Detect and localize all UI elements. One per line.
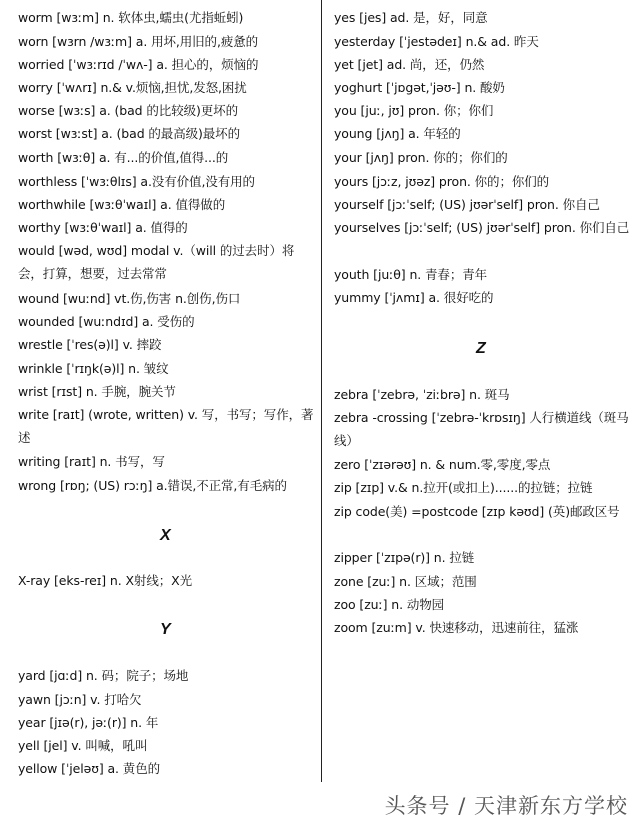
entry: young [jʌŋ] a. 年轻的 xyxy=(334,126,461,141)
entry: yawn [jɔːn] v. 打哈欠 xyxy=(18,692,142,707)
column-divider xyxy=(321,0,322,782)
entry: X-ray [eks-reɪ] n. X射线；X光 xyxy=(18,573,192,588)
entry: zebra [ˈzebrə, ˈziːbrə] n. 斑马 xyxy=(334,387,510,402)
entry: yell [jel] v. 叫喊，吼叫 xyxy=(18,738,148,753)
entry: yourself [jɔːˈself; (US) jʊərˈself] pron. 你自己 xyxy=(334,197,600,212)
entry: wounded [wuːndɪd] a. 受伤的 xyxy=(18,314,195,329)
watermark: 头条号 / 天津新东方学校 xyxy=(384,794,628,818)
entry: yet [jet] ad. 尚，还，仍然 xyxy=(334,57,485,72)
entry: wrestle [ˈres(ə)l] v. 摔跤 xyxy=(18,337,162,352)
section-letter-z: Z xyxy=(476,340,486,357)
entry: your [jʌŋ] pron. 你的；你们的 xyxy=(334,150,508,165)
entry: wrong [rɒŋ; (US) rɔːŋ] a.错误,不正常,有毛病的 xyxy=(18,478,287,493)
entry: worse [wɜːs] a. (bad 的比较级)更坏的 xyxy=(18,103,238,118)
entry: zoo [zuː] n. 动物园 xyxy=(334,597,445,612)
entry: worst [wɜːst] a. (bad 的最高级)最坏的 xyxy=(18,126,240,141)
entry: zip [zɪp] v.& n.拉开(或扣上)......的拉链；拉链 xyxy=(334,480,593,495)
entry: worthless [ˈwɜːθlɪs] a.没有价值,没有用的 xyxy=(18,174,255,189)
entry: worn [wɜrn /wɜːm] a. 用坏,用旧的,疲惫的 xyxy=(18,34,259,49)
entry: yellow [ˈjeləʊ] a. 黄色的 xyxy=(18,761,160,776)
entry: worthy [wɜːθˈwaɪl] a. 值得的 xyxy=(18,220,188,235)
entry: worth [wɜːθ] a. 有...的价值,值得...的 xyxy=(18,150,229,165)
entry: zone [zuː] n. 区域；范围 xyxy=(334,574,477,589)
entry: yourselves [jɔːˈself; (US) jʊərˈself] pron. 你们自己 xyxy=(334,220,630,235)
entry: zero [ˈzɪərəʊ] n. & num.零,零度,零点 xyxy=(334,457,551,472)
entry: worm [wɜːm] n. 软体虫,蠕虫(尤指蚯蚓) xyxy=(18,10,244,25)
entry: worry [ˈwʌrɪ] n.& v.烦恼,担忧,发怒,困扰 xyxy=(18,80,247,95)
entry: zebra -crossing [ˈzebrə-ˈkrɒsɪŋ] 人行横道线（斑马线） xyxy=(334,410,629,448)
entry: yummy [ˈjʌmɪ] a. 很好吃的 xyxy=(334,290,494,305)
section-letter-x: X xyxy=(160,527,171,544)
entry: yours [jɔːz, jʊəz] pron. 你的；你们的 xyxy=(334,174,550,189)
entry: wrinkle [ˈrɪŋk(ə)l] n. 皱纹 xyxy=(18,361,169,376)
entry: worried [ˈwɜːrɪd /ˈwʌ-] a. 担心的，烦恼的 xyxy=(18,57,259,72)
entry: youth [juːθ] n. 青春；青年 xyxy=(334,267,488,282)
entry: year [jɪə(r), jəː(r)] n. 年 xyxy=(18,715,159,730)
entry: yesterday [ˈjestədeɪ] n.& ad. 昨天 xyxy=(334,34,539,49)
entry: zip code(美) =postcode [zɪp kəʊd] (英)邮政区号 xyxy=(334,504,620,519)
entry: zipper [ˈzɪpə(r)] n. 拉链 xyxy=(334,550,475,565)
entry: you [juː, jʊ] pron. 你；你们 xyxy=(334,103,494,118)
entry: would [wəd, wʊd] modal v.（will 的过去时）将会，打算，想要，过去常常 xyxy=(18,243,295,281)
section-letter-y: Y xyxy=(160,621,171,638)
entry: wound [wuːnd] vt.伤,伤害 n.创伤,伤口 xyxy=(18,291,241,306)
entry: yoghurt [ˈjɒgət,ˈjəʊ-] n. 酸奶 xyxy=(334,80,505,95)
entry: yes [jes] ad. 是，好，同意 xyxy=(334,10,488,25)
entry: wrist [rɪst] n. 手腕，腕关节 xyxy=(18,384,176,399)
entry: writing [raɪt] n. 书写，写 xyxy=(18,454,165,469)
entry: worthwhile [wɜːθˈwaɪl] a. 值得做的 xyxy=(18,197,226,212)
entry: write [raɪt] (wrote, written) v. 写，书写；写作，著述 xyxy=(18,407,314,445)
entry: yard [jɑːd] n. 码；院子；场地 xyxy=(18,668,189,683)
entry: zoom [zuːm] v. 快速移动，迅速前往，猛涨 xyxy=(334,620,579,635)
